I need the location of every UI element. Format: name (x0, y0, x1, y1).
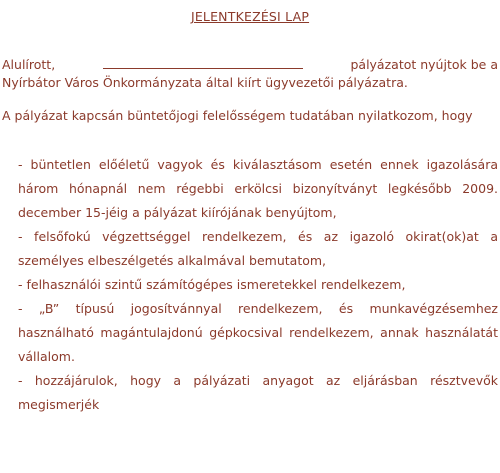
list-item: - felsőfokú végzettséggel rendelkezem, és az igazoló okirat(ok)at a személyes elbeszélgetés alkalmával bemutatom, (18, 229, 498, 268)
list-item: - felhasználói szintű számítógépes ismeretekkel rendelkezem, (18, 277, 406, 292)
statement-paragraph: A pályázat kapcsán büntetőjogi felelősségem tudatában nyilatkozom, hogy (2, 108, 473, 123)
intro-rest: Nyírbátor Város Önkormányzata által kiírt ügyvezetői pályázatra. (2, 75, 408, 90)
intro-prefix: Alulírott, (2, 57, 56, 72)
intro-paragraph (2, 56, 498, 92)
declaration-list (18, 153, 498, 417)
document-title: JELENTKEZÉSI LAP (190, 9, 310, 24)
list-item: - „B” típusú jogosítvánnyal rendelkezem, és munkavégzésemhez használható magántulajdonú gépkocsival rendelkezem, annak használatát vállalom. (18, 301, 498, 364)
intro-first-line (2, 56, 498, 74)
intro-middle: pályázatot nyújtok be a (350, 57, 498, 72)
name-blank-line (103, 58, 303, 69)
list-item: - büntetlen előéletű vagyok és kiválasztásom esetén ennek igazolására három hónapnál nem régebbi erkölcsi bizonyítványt legkésőbb 2009. december 15-jéig a pályázat kiírójának benyújtom, (18, 157, 498, 220)
list-item: - hozzájárulok, hogy a pályázati anyagot az eljárásban résztvevők megismerjék (18, 373, 498, 412)
